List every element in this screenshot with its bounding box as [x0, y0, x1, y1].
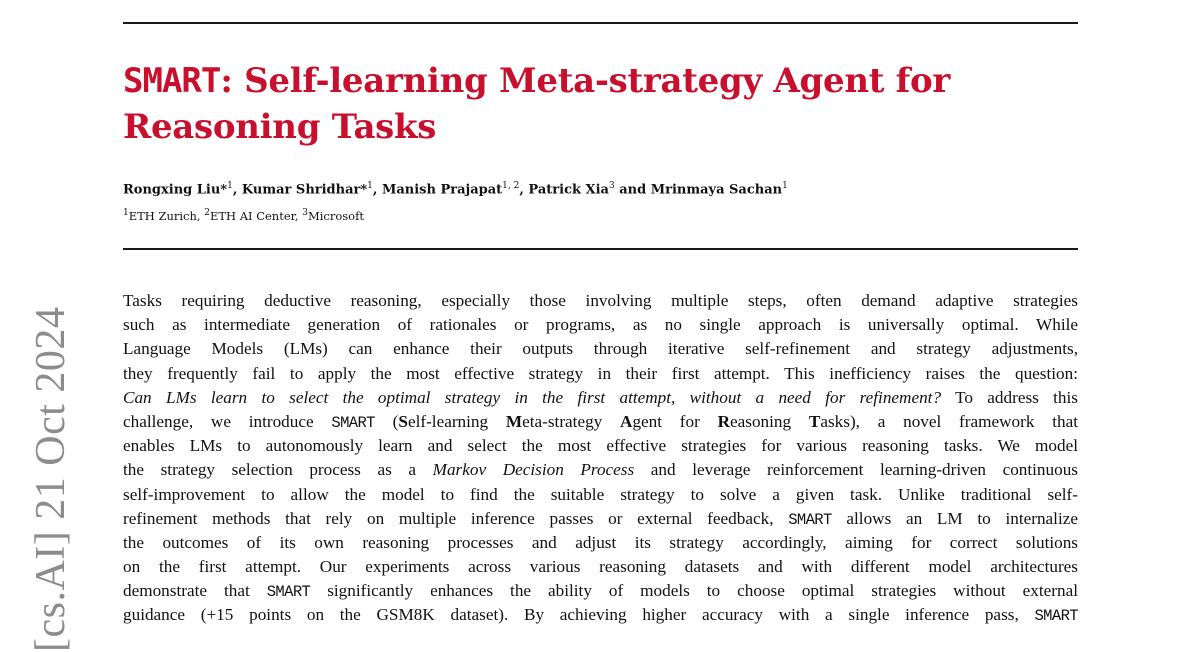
author-affiliation-mark: 1: [367, 181, 373, 191]
abstract-line: guidance (+15 points on the GSM8K dataset). By achieving higher accuracy with a single inference pass, SMART: [123, 605, 1078, 626]
abstract-line: the outcomes of its own reasoning processes and adjust its strategy accordingly, aiming for correct solutions: [123, 532, 1078, 552]
top-rule: [123, 22, 1078, 24]
author-affiliation-mark: 1, 2: [502, 181, 520, 191]
paper-title: [123, 58, 1078, 150]
arxiv-stamp: [cs.AI] 21 Oct 2024: [28, 306, 74, 652]
affiliation-mark: 2: [204, 208, 210, 218]
abstract-line: self-improvement to allow the model to find the suitable strategy to solve a given task. Unlike traditional self-: [123, 484, 1078, 504]
author-affiliation-mark: 1: [782, 181, 788, 191]
abstract-line: Can LMs learn to select the optimal strategy in the first attempt, without a need for refinement? To address this: [123, 387, 1078, 407]
author-name: Manish Prajapat: [381, 182, 503, 198]
abstract-line: Tasks requiring deductive reasoning, especially those involving multiple steps, often demand adaptive strategies: [123, 291, 1078, 310]
author-name: Patrick Xia: [528, 182, 609, 198]
header-rule: [123, 248, 1078, 250]
affiliation-mark: 3: [302, 208, 308, 218]
author-name: Mrinmaya Sachan: [650, 182, 783, 198]
affiliation-mark: 1: [123, 208, 129, 218]
abstract-line: such as intermediate generation of rationales or programs, as no single approach is universally optimal. While: [123, 315, 1078, 335]
author-list: Rongxing Liu*$^1$, Kumar Shridhar*$^1$, Manish Prajapat$^{1, 2}$, Patrick Xia$^3$ and Mrinmaya Sachan$^1$: [123, 181, 788, 198]
abstract: [123, 289, 1078, 628]
author-name: Kumar Shridhar*: [241, 182, 368, 198]
author-affiliation-mark: 3: [608, 181, 615, 191]
affiliation-name: Microsoft: [307, 208, 364, 223]
abstract-line: challenge, we introduce SMART (Self-learning Meta-strategy Agent for Reasoning Tasks), a novel framework that: [123, 411, 1078, 432]
author-affiliation-mark: 1: [227, 181, 233, 191]
abstract-line: they frequently fail to apply the most effective strategy in their first attempt. This inefficiency raises the question:: [123, 363, 1078, 383]
abstract-line: enables LMs to autonomously learn and select the most effective strategies for various reasoning tasks. We model: [123, 436, 1078, 456]
title-text-1: : Self-learning Meta-strategy Agent for: [220, 61, 951, 101]
affiliation-name: ETH Zurich: [128, 208, 197, 223]
abstract-line: the strategy selection process as a Markov Decision Process and leverage reinforcement learning-driven continuous: [123, 460, 1079, 480]
abstract-line: demonstrate that SMART significantly enhances the ability of models to choose optimal strategies without external: [123, 581, 1078, 602]
abstract-line: refinement methods that rely on multiple inference passes or external feedback, SMART allows an LM to internalize: [123, 508, 1078, 529]
author-name: Rongxing Liu*: [123, 182, 228, 198]
title-acronym: SMART: [123, 61, 221, 101]
title-text-2: Reasoning Tasks: [123, 107, 437, 147]
affiliations: $^1$ETH Zurich, $^2$ETH AI Center, $^3$Microsoft: [123, 208, 364, 223]
abstract-line: on the first attempt. Our experiments across various reasoning datasets and with different model architectures: [123, 557, 1078, 577]
abstract-line: Language Models (LMs) can enhance their outputs through iterative self-refinement and strategy adjustments,: [123, 339, 1078, 359]
affiliation-name: ETH AI Center: [209, 208, 295, 223]
